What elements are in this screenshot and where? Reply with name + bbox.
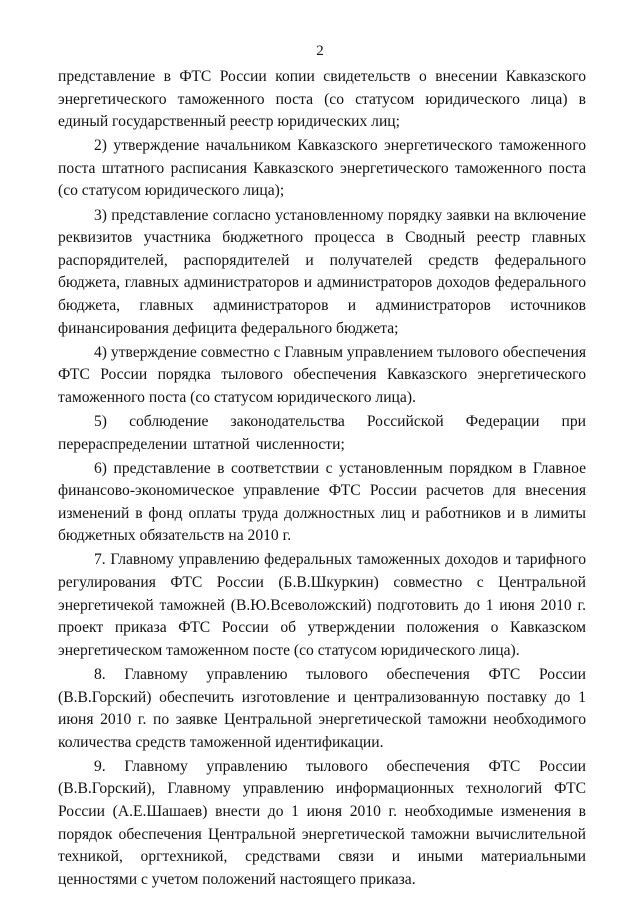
- paragraph-item-5: 5) соблюдение законодательства Российской Федерации при перераспределении штатной численности;: [58, 412, 586, 453]
- paragraph-section-8: 8. Главному управлению тылового обеспечения ФТС России (В.В.Горский) обеспечить изготовление и централизованную поставку до 1 июня 2010 г. по заявке Центральной энергетической таможни необходимого количества средств таможенной идентификации.: [58, 665, 586, 751]
- paragraph-item-2: 2) утверждение начальником Кавказского энергетического таможенного поста штатного расписания Кавказского энергетического таможенного поста (со статусом юридического лица);: [58, 137, 586, 200]
- paragraph-section-7: 7. Главному управлению федеральных таможенных доходов и тарифного регулирования ФТС России (Б.В.Шкуркин) совместно с Центральной энергетичекой таможней (В.Ю.Всеволожский) подготовить до 1 июня 2010 г. проект приказа ФТС России об утверждении положения о Кавказском энергетическом таможенном посте (со статусом юридического лица).: [58, 551, 586, 659]
- paragraph-item-6: 6) представление в соответствии с установленным порядком в Главное финансово-экономическое управление ФТС России расчетов для внесения изменений в фонд оплаты труда должностных лиц и работников и в лимиты бюджетных обязательств на 2010 г.: [58, 459, 586, 545]
- document-body: [58, 66, 586, 893]
- paragraph-item-4: 4) утверждение совместно с Главным управлением тылового обеспечения ФТС России порядка тылового обеспечения Кавказского энергетического таможенного поста (со статусом юридического лица).: [58, 343, 586, 406]
- paragraph-item-3: 3) представление согласно установленному порядку заявки на включение реквизитов участника бюджетного процесса в Сводный реестр главных распорядителей, распорядителей и получателей средств федерального бюджета, главных администраторов и администраторов доходов федерального бюджета, главных администраторов и администраторов источников финансирования дефицита федерального бюджета;: [58, 206, 586, 337]
- paragraph-section-9: 9. Главному управлению тылового обеспечения ФТС России (В.В.Горский), Главному управлению информационных технологий ФТС России (А.Е.Шашаев) внести до 1 июня 2010 г. необходимые изменения в порядок обеспечения Центральной энергетической таможни вычислительной техникой, оргтехникой, средствами связи и иными материальными ценностями с учетом положений настоящего приказа.: [58, 757, 586, 888]
- page-number: 2: [316, 43, 324, 59]
- paragraph-continuation: представление в ФТС России копии свидетельств о внесении Кавказского энергетического таможенного поста (со статусом юридического лица) в единый государственный реестр юридических лиц;: [58, 68, 586, 131]
